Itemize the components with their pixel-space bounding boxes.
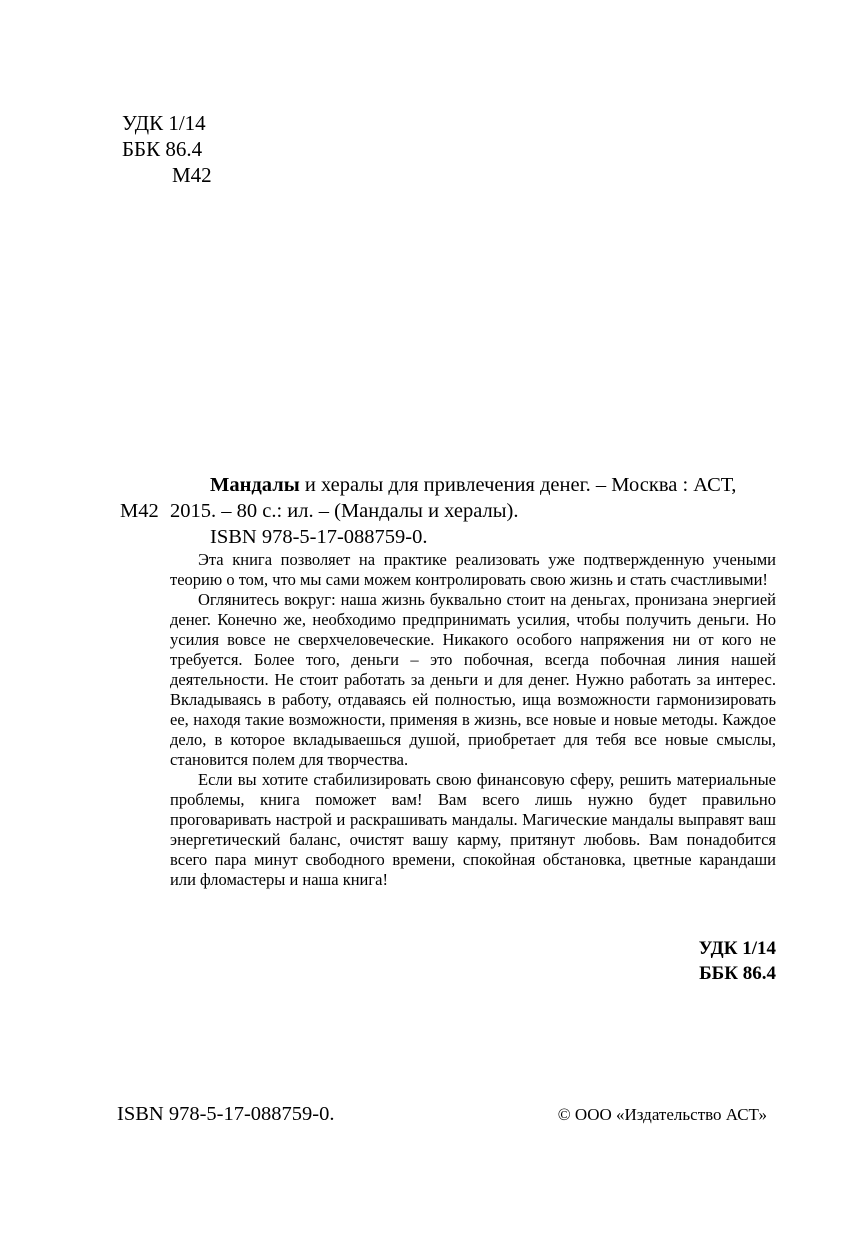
- bib-line-title: [170, 472, 736, 498]
- bib-imprint-text: 2015. – 80 с.: ил. – (Мандалы и хералы).: [170, 500, 519, 522]
- annotation-paragraph: Эта книга позволяет на практике реализовать уже подтвержденную учеными теорию о том, что мы сами можем контролировать свою жизнь и стать счастливыми!: [170, 550, 776, 589]
- bottom-classification-codes: [699, 936, 776, 986]
- top-classification-codes: [122, 110, 212, 188]
- udk-code-bottom: УДК 1/14: [698, 938, 776, 959]
- bib-title-rest: и хералы для привлечения денег. – Москва : АСТ,: [299, 474, 737, 496]
- annotation-block: [170, 550, 776, 890]
- annotation-paragraph: Оглянитесь вокруг: наша жизнь буквально стоит на деньгах, пронизана энергией денег. Конечно же, необходимо предпринимать усилия, чтобы получить деньги. Но усилия вовсе не сверхчеловеческие. Никакого особого напряжения ни от кого не требуется. Более того, деньги – это побочная, всегда побочная линия нашей деятельности. Не стоит работать за деньги и для денег. Нужно работать за интерес. Вкладываясь в работу, отдаваясь ей полностью, ища возможности гармонизировать ее, находя такие возможности, применяя в жизнь, все новые и новые методы. Каждое дело, в которое вкладываешься душой, приобретает для тебя все новые смыслы, становится полем для творчества.: [170, 590, 776, 769]
- bib-line-imprint: [120, 498, 736, 524]
- bbk-code-bottom: ББК 86.4: [699, 963, 776, 984]
- bibliographic-record: [120, 472, 737, 550]
- bib-line-isbn: ISBN 978-5-17-088759-0.: [210, 526, 428, 548]
- udk-code: УДК 1/14: [122, 111, 206, 135]
- isbn-number: ISBN 978-5-17-088759-0.: [117, 1103, 335, 1125]
- annotation-paragraph: Если вы хотите стабилизировать свою финансовую сферу, решить материальные проблемы, книга поможет вам! Вам всего лишь нужно будет правильно проговаривать настрой и раскрашивать мандалы. Магические мандалы выправят ваш энергетический баланс, очистят вашу карму, притянут любовь. Вам понадобится всего пара минут свободного времени, спокойная обстановка, цветные карандаши или фломастеры и наша книга!: [170, 770, 776, 889]
- bib-title-bold: Мандалы: [210, 474, 300, 496]
- bib-author-sign: М42: [120, 500, 159, 522]
- bbk-code: ББК 86.4: [122, 137, 203, 161]
- footer-line: [117, 1103, 767, 1126]
- author-sign: М42: [172, 163, 212, 187]
- publisher-copyright: © ООО «Издательство АСТ»: [557, 1105, 767, 1124]
